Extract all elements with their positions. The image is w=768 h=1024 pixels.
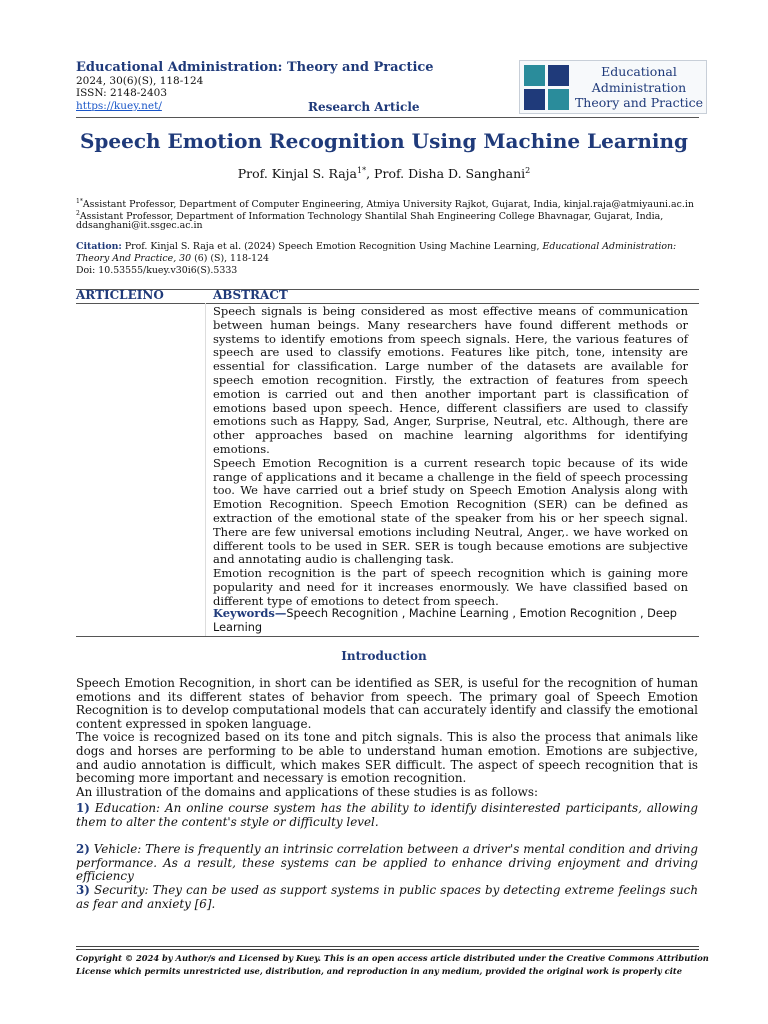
application-item-1: 1) Education: An online course system has the ability to identify disinterested participants, allowing them to alter the content's style or difficulty level. bbox=[76, 801, 698, 829]
abstract-top-rule bbox=[76, 289, 699, 290]
journal-logo bbox=[519, 60, 707, 114]
journal-issn: ISSN: 2148-2403 bbox=[76, 87, 168, 99]
abstract-paragraph: Emotion recognition is the part of speech recognition which is gaining more popularity and need for it increases enormously. We have classified based on different type of emotions to detect from speech. bbox=[213, 566, 688, 608]
footer-rule bbox=[76, 946, 699, 947]
body-paragraph: Speech Emotion Recognition, in short can be identified as SER, is useful for the recognition of human emotions and its different states of behavior from speech. The primary goal of Speech Emotion Recognition is to develop computational models that can accurately identify and classify the emotional content expressed in spoken language. bbox=[76, 676, 698, 731]
abstract-paragraph: Speech signals is being considered as most effective means of communication between human beings. Many researchers have found different methods or systems to identify emotions from speech signals. Here, the various features of speech are used to classify emotions. Features like pitch, tone, intensity are essential for classification. Large number of the datasets are available for speech emotion recognition. Firstly, the extraction of features from speech emotion is carried out and then another important part is classification of emotions based upon speech. Hence, different classifiers are used to classify emotions such as Happy, Sad, Anger, Surprise, Neutral, etc. Although, there are other approaches based on machine learning algorithms for identifying emotions. bbox=[213, 304, 688, 456]
journal-volume: 2024, 30(6)(S), 118-124 bbox=[76, 75, 204, 87]
doi: Doi: 10.53555/kuey.v30i6(S).5333 bbox=[76, 265, 238, 276]
abstract-paragraph: Speech Emotion Recognition is a current research topic because of its wide range of applications and it became a challenge in the field of speech processing too. We have carried out a brief study on Speech Emotion Analysis along with Emotion Recognition. Speech Emotion Recognition (SER) can be defined as extraction of the emotional state of the speaker from his or her speech signal. There are few universal emotions including Neutral, Anger,. we have worked on different tools to be used in SER. SER is tough because emotions are subjective and annotating audio is challenging task. bbox=[213, 455, 688, 567]
copyright-notice: Copyright © 2024 by Author/s and Licensed by Kuey. This is an open access article distributed under the Creative Commons Attribution License which permits unrestricted use, distribution, and reproduction in any medium, provided the original work is properly cite bbox=[76, 953, 709, 976]
intro-body bbox=[76, 677, 698, 799]
abstract-heading: ABSTRACT bbox=[213, 288, 288, 302]
journal-name: Educational Administration: Theory and Practice bbox=[76, 60, 434, 75]
header-divider bbox=[76, 117, 699, 118]
affiliation-1: $^{1*}$Assistant Professor, Department of Computer Engineering, Atmiya University Rajkot, Gujarat, India, kinjal.raja@atmiyauni.ac.in bbox=[76, 198, 694, 211]
affiliation-2: $^2$Assistant Professor, Department of Information Technology Shantilal Shah Engineering College Bhavnagar, Gujarat, India, bbox=[76, 210, 664, 223]
keywords: Keywords—Speech Recognition , Machine Learning , Emotion Recognition , Deep Learning bbox=[213, 606, 677, 634]
author-list: Prof. Kinjal S. Raja$^{1*}$, Prof. Disha D. Sanghani$^2$ bbox=[237, 166, 531, 182]
section-heading-introduction: Introduction bbox=[341, 649, 427, 663]
journal-link[interactable]: https://kuey.net/ bbox=[76, 100, 162, 112]
application-item-3: 3) Security: They can be used as support systems in public spaces by detecting extreme feelings such as fear and anxiety [6]. bbox=[76, 883, 698, 911]
abstract-bottom-rule bbox=[76, 636, 699, 637]
application-item-2: 2) Vehicle: There is frequently an intrinsic correlation between a driver's mental condition and driving performance. As a result, these systems can be applied to enhance driving enjoyment and driving efficiency bbox=[76, 842, 698, 884]
logo-text: Educational Administration Theory and Practice bbox=[574, 64, 704, 110]
abstract-column-divider bbox=[205, 303, 206, 636]
abstract-body bbox=[213, 305, 688, 609]
body-paragraph: The voice is recognized based on its tone and pitch signals. This is also the process that animals like dogs and horses are performing to be able to understand human emotion. Emotions are subjective, and audio annotation is difficult, which makes SER difficult. The aspect of speech recognition that is becoming more important and necessary is emotion recognition. bbox=[76, 730, 698, 786]
article-type: Research Article bbox=[308, 100, 420, 114]
footer-rule bbox=[76, 949, 699, 950]
body-paragraph: An illustration of the domains and applications of these studies is as follows: bbox=[76, 784, 538, 799]
article-info-heading: ARTICLEINO bbox=[76, 288, 164, 302]
affiliation-2-email: ddsanghani@it.ssgec.ac.in bbox=[76, 220, 203, 231]
paper-title: Speech Emotion Recognition Using Machine Learning bbox=[79, 129, 689, 153]
logo-mark-icon bbox=[524, 65, 570, 111]
citation: Citation: Prof. Kinjal S. Raja et al. (2024) Speech Emotion Recognition Using Machine Learning, Educational Administration: Theory And Practice, 30 (6) (S), 118-124 Doi: 10.53555/kuey.v30i6(S).5333 bbox=[76, 241, 699, 277]
